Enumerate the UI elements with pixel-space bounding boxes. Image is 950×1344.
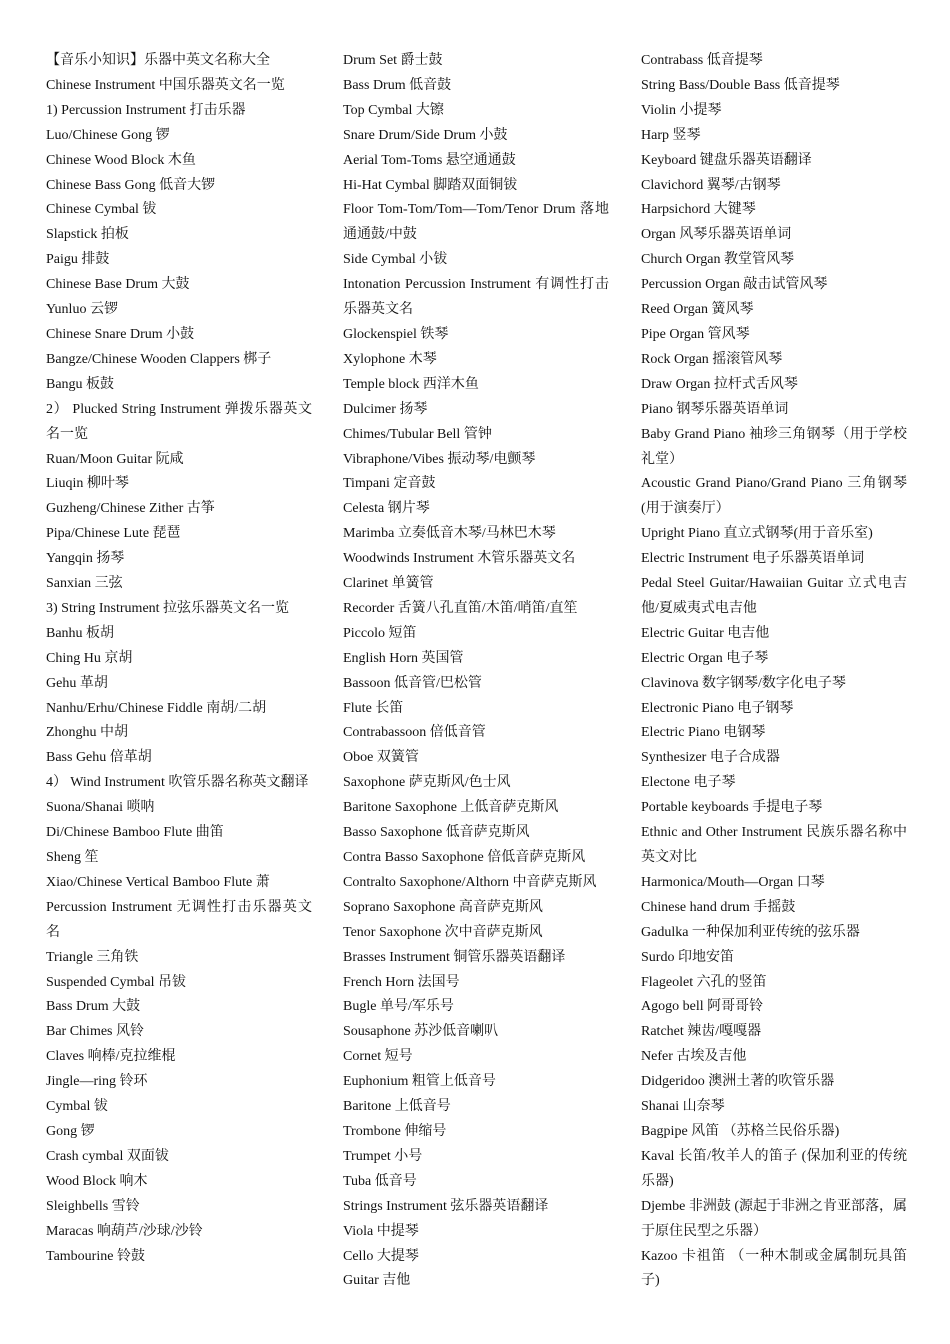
instrument-entry: Piccolo 短笛 xyxy=(343,625,417,641)
instrument-entry: Rock Organ 摇滚管风琴 xyxy=(641,351,783,367)
instrument-entry: Suspended Cymbal 吊钹 xyxy=(46,974,186,990)
instrument-entry: Soprano Saxophone 高音萨克斯风 xyxy=(343,899,543,915)
instrument-entry: Organ 风琴乐器英语单词 xyxy=(641,227,792,243)
instrument-entry: Bass Gehu 倍革胡 xyxy=(46,750,152,766)
instrument-entry: Agogo bell 阿哥哥铃 xyxy=(641,999,764,1015)
instrument-entry: Trumpet 小号 xyxy=(343,1148,423,1164)
instrument-entry: Didgeridoo 澳洲土著的吹管乐器 xyxy=(641,1074,835,1090)
instrument-entry: Tenor Saxophone 次中音萨克斯风 xyxy=(343,924,543,940)
instrument-entry: Pipa/Chinese Lute 琵琶 xyxy=(46,526,181,542)
instrument-entry: Glockenspiel 铁琴 xyxy=(343,326,449,342)
instrument-entry: Gadulka 一种保加利亚传统的弦乐器 xyxy=(641,924,860,940)
instrument-entry: Flute 长笛 xyxy=(343,700,404,716)
text-column-1 xyxy=(46,49,312,1269)
instrument-entry: 1) Percussion Instrument 打击乐器 xyxy=(46,102,246,118)
instrument-entry: Nefer 古埃及吉他 xyxy=(641,1049,747,1065)
instrument-entry: Contrabassoon 倍低音管 xyxy=(343,725,486,741)
instrument-entry: Bassoon 低音管/巴松管 xyxy=(343,675,482,691)
instrument-entry: Bagpipe 风笛 （苏格兰民俗乐器) xyxy=(641,1123,840,1139)
instrument-entry: 2） Plucked String Instrument 弹拨乐器英文名一览 xyxy=(46,401,312,442)
instrument-entry: Tambourine 铃鼓 xyxy=(46,1248,145,1264)
instrument-entry: Ratchet 辣齿/嘎嘎器 xyxy=(641,1024,762,1040)
instrument-entry: Gehu 革胡 xyxy=(46,675,108,691)
instrument-entry: 4） Wind Instrument 吹管乐器名称英文翻译 xyxy=(46,775,309,791)
instrument-entry: Banhu 板胡 xyxy=(46,625,115,641)
instrument-entry: Clarinet 单簧管 xyxy=(343,576,434,592)
text-column-3 xyxy=(641,49,907,1294)
instrument-entry: Chinese Bass Gong 低音大锣 xyxy=(46,177,216,193)
instrument-entry: Sheng 笙 xyxy=(46,850,99,865)
instrument-entry: Triangle 三角铁 xyxy=(46,949,139,965)
instrument-entry: Trombone 伸缩号 xyxy=(343,1123,447,1139)
text-column-2 xyxy=(343,49,609,1294)
instrument-entry: English Horn 英国管 xyxy=(343,650,464,666)
instrument-entry: Bass Drum 大鼓 xyxy=(46,999,141,1015)
instrument-entry: Di/Chinese Bamboo Flute 曲笛 xyxy=(46,825,224,841)
instrument-entry: Clavinova 数字钢琴/数字化电子琴 xyxy=(641,675,846,691)
instrument-entry: Pedal Steel Guitar/Hawaiian Guitar 立式电吉他/夏威夷式电吉他 xyxy=(641,576,907,616)
instrument-entry: Ching Hu 京胡 xyxy=(46,650,133,666)
instrument-entry: Harmonica/Mouth—Organ 口琴 xyxy=(641,874,825,890)
instrument-entry: Surdo 印地安笛 xyxy=(641,949,734,965)
instrument-entry: Cymbal 钹 xyxy=(46,1099,108,1115)
instrument-entry: Percussion Organ 敲击试管风琴 xyxy=(641,277,828,293)
instrument-entry: Acoustic Grand Piano/Grand Piano 三角钢琴(用于演奏厅） xyxy=(641,476,907,517)
instrument-entry: Dulcimer 扬琴 xyxy=(343,401,428,417)
instrument-entry: Xiao/Chinese Vertical Bamboo Flute 萧 xyxy=(46,874,270,890)
instrument-entry: Celesta 钢片琴 xyxy=(343,501,430,517)
instrument-entry: Baritone Saxophone 上低音萨克斯风 xyxy=(343,800,559,816)
instrument-entry: Timpani 定音鼓 xyxy=(343,476,436,492)
instrument-entry: Chimes/Tubular Bell 管钟 xyxy=(343,426,492,442)
instrument-entry: Claves 响棒/克拉维棍 xyxy=(46,1049,176,1065)
instrument-entry: Synthesizer 电子合成器 xyxy=(641,750,780,766)
instrument-entry: Saxophone 萨克斯风/色士风 xyxy=(343,775,511,791)
instrument-entry: Sanxian 三弦 xyxy=(46,576,123,592)
instrument-entry: Harpsichord 大键琴 xyxy=(641,202,756,218)
instrument-entry: Aerial Tom-Toms 悬空通通鼓 xyxy=(343,152,516,168)
instrument-entry: Chinese hand drum 手摇鼓 xyxy=(641,899,796,915)
instrument-entry: Suona/Shanai 唢呐 xyxy=(46,800,155,816)
instrument-entry: Luo/Chinese Gong 锣 xyxy=(46,127,170,143)
instrument-entry: Electric Instrument 电子乐器英语单词 xyxy=(641,551,865,567)
instrument-entry: Electric Organ 电子琴 xyxy=(641,650,769,666)
instrument-entry: Contralto Saxophone/Althorn 中音萨克斯风 xyxy=(343,874,597,890)
instrument-entry: Yunluo 云锣 xyxy=(46,302,118,318)
instrument-entry: Maracas 响葫芦/沙球/沙铃 xyxy=(46,1223,203,1239)
instrument-entry: Xylophone 木琴 xyxy=(343,351,437,367)
instrument-entry: Oboe 双簧管 xyxy=(343,750,419,766)
instrument-entry: Cello 大提琴 xyxy=(343,1248,419,1264)
instrument-entry: Chinese Wood Block 木鱼 xyxy=(46,152,196,168)
instrument-entry: Sousaphone 苏沙低音喇叭 xyxy=(343,1024,499,1040)
instrument-entry: Snare Drum/Side Drum 小鼓 xyxy=(343,127,508,143)
instrument-entry: Chinese Cymbal 钹 xyxy=(46,202,157,218)
instrument-entry: Ruan/Moon Guitar 阮咸 xyxy=(46,451,184,467)
instrument-entry: Chinese Base Drum 大鼓 xyxy=(46,277,190,293)
instrument-entry: Gong 锣 xyxy=(46,1123,95,1139)
instrument-entry: Electronic Piano 电子钢琴 xyxy=(641,700,794,716)
instrument-entry: Intonation Percussion Instrument 有调性打击乐器英文名 xyxy=(343,277,609,318)
instrument-entry: Church Organ 教堂管风琴 xyxy=(641,252,794,268)
instrument-entry: 【音乐小知识】乐器中英文名称大全 xyxy=(46,53,270,68)
instrument-entry: Vibraphone/Vibes 振动琴/电颤琴 xyxy=(343,451,536,467)
instrument-entry: Tuba 低音号 xyxy=(343,1173,417,1189)
instrument-entry: String Bass/Double Bass 低音提琴 xyxy=(641,77,840,93)
instrument-entry: Baby Grand Piano 袖珍三角钢琴（用于学校礼堂） xyxy=(641,426,907,467)
instrument-entry: Flageolet 六孔的竖笛 xyxy=(641,974,767,990)
instrument-entry: Contrabass 低音提琴 xyxy=(641,53,763,68)
instrument-entry: Slapstick 拍板 xyxy=(46,227,129,243)
instrument-entry: Guitar 吉他 xyxy=(343,1273,411,1289)
instrument-entry: Guzheng/Chinese Zither 古筝 xyxy=(46,501,215,517)
instrument-entry: Electone 电子琴 xyxy=(641,775,736,791)
instrument-entry: Top Cymbal 大镲 xyxy=(343,102,444,118)
instrument-entry: Sleighbells 雪铃 xyxy=(46,1198,140,1214)
instrument-entry: Contra Basso Saxophone 倍低音萨克斯风 xyxy=(343,850,586,865)
instrument-entry: Ethnic and Other Instrument 民族乐器名称中英文对比 xyxy=(641,825,907,865)
instrument-entry: Pipe Organ 管风琴 xyxy=(641,326,750,342)
instrument-entry: Strings Instrument 弦乐器英语翻译 xyxy=(343,1198,549,1214)
instrument-entry: Viola 中提琴 xyxy=(343,1223,419,1239)
instrument-entry: Upright Piano 直立式钢琴(用于音乐室) xyxy=(641,526,873,542)
instrument-entry: Drum Set 爵士鼓 xyxy=(343,53,443,68)
instrument-entry: Hi-Hat Cymbal 脚踏双面铜钹 xyxy=(343,177,518,193)
instrument-entry: Basso Saxophone 低音萨克斯风 xyxy=(343,825,530,841)
instrument-entry: Harp 竖琴 xyxy=(641,127,701,143)
instrument-entry: Djembe 非洲鼓 (源起于非洲之肯亚部落，属于原住民型之乐器） xyxy=(641,1198,907,1239)
instrument-entry: Keyboard 键盘乐器英语翻译 xyxy=(641,152,812,168)
instrument-entry: Electric Piano 电钢琴 xyxy=(641,725,766,741)
instrument-entry: Jingle—ring 铃环 xyxy=(46,1074,148,1090)
instrument-entry: French Horn 法国号 xyxy=(343,974,460,990)
instrument-entry: Euphonium 粗管上低音号 xyxy=(343,1074,496,1090)
instrument-entry: Electric Guitar 电吉他 xyxy=(641,625,770,641)
instrument-entry: Nanhu/Erhu/Chinese Fiddle 南胡/二胡 xyxy=(46,700,267,716)
instrument-entry: Bangze/Chinese Wooden Clappers 梆子 xyxy=(46,351,272,367)
instrument-entry: Cornet 短号 xyxy=(343,1049,413,1065)
instrument-entry: Temple block 西洋木鱼 xyxy=(343,376,479,392)
instrument-entry: Wood Block 响木 xyxy=(46,1173,148,1189)
instrument-entry: Bangu 板鼓 xyxy=(46,376,115,392)
instrument-entry: Crash cymbal 双面钹 xyxy=(46,1148,169,1164)
instrument-entry: Liuqin 柳叶琴 xyxy=(46,476,129,492)
instrument-entry: Recorder 舌簧八孔直笛/木笛/哨笛/直笙 xyxy=(343,600,578,616)
instrument-entry: Chinese Instrument 中国乐器英文名一览 xyxy=(46,77,285,93)
instrument-entry: Percussion Instrument 无调性打击乐器英文名 xyxy=(46,899,312,940)
instrument-entry: Woodwinds Instrument 木管乐器英文名 xyxy=(343,551,576,567)
instrument-entry: Violin 小提琴 xyxy=(641,102,722,118)
instrument-entry: Bar Chimes 风铃 xyxy=(46,1024,144,1040)
instrument-entry: 3) String Instrument 拉弦乐器英文名一览 xyxy=(46,600,290,616)
instrument-entry: Bass Drum 低音鼓 xyxy=(343,77,452,93)
instrument-entry: Bugle 单号/军乐号 xyxy=(343,999,454,1015)
instrument-entry: Brasses Instrument 铜管乐器英语翻译 xyxy=(343,949,566,965)
instrument-entry: Floor Tom-Tom/Tom—Tom/Tenor Drum 落地通通鼓/中鼓 xyxy=(343,202,609,243)
instrument-entry: Side Cymbal 小钹 xyxy=(343,252,448,268)
instrument-entry: Marimba 立奏低音木琴/马林巴木琴 xyxy=(343,526,556,542)
instrument-entry: Chinese Snare Drum 小鼓 xyxy=(46,326,195,342)
instrument-entry: Reed Organ 簧风琴 xyxy=(641,302,754,318)
instrument-entry: Kazoo 卡祖笛 （一种木制或金属制玩具笛子) xyxy=(641,1248,907,1289)
instrument-entry: Clavichord 翼琴/古钢琴 xyxy=(641,177,781,193)
instrument-entry: Baritone 上低音号 xyxy=(343,1099,451,1115)
instrument-entry: Kaval 长笛/牧羊人的笛子 (保加利亚的传统乐器) xyxy=(641,1148,907,1189)
instrument-entry: Piano 钢琴乐器英语单词 xyxy=(641,401,789,417)
instrument-entry: Draw Organ 拉杆式舌风琴 xyxy=(641,376,798,392)
instrument-entry: Portable keyboards 手提电子琴 xyxy=(641,800,823,816)
instrument-entry: Zhonghu 中胡 xyxy=(46,725,129,741)
instrument-entry: Paigu 排鼓 xyxy=(46,252,110,268)
instrument-entry: Yangqin 扬琴 xyxy=(46,551,125,567)
instrument-entry: Shanai 山奈琴 xyxy=(641,1099,725,1115)
